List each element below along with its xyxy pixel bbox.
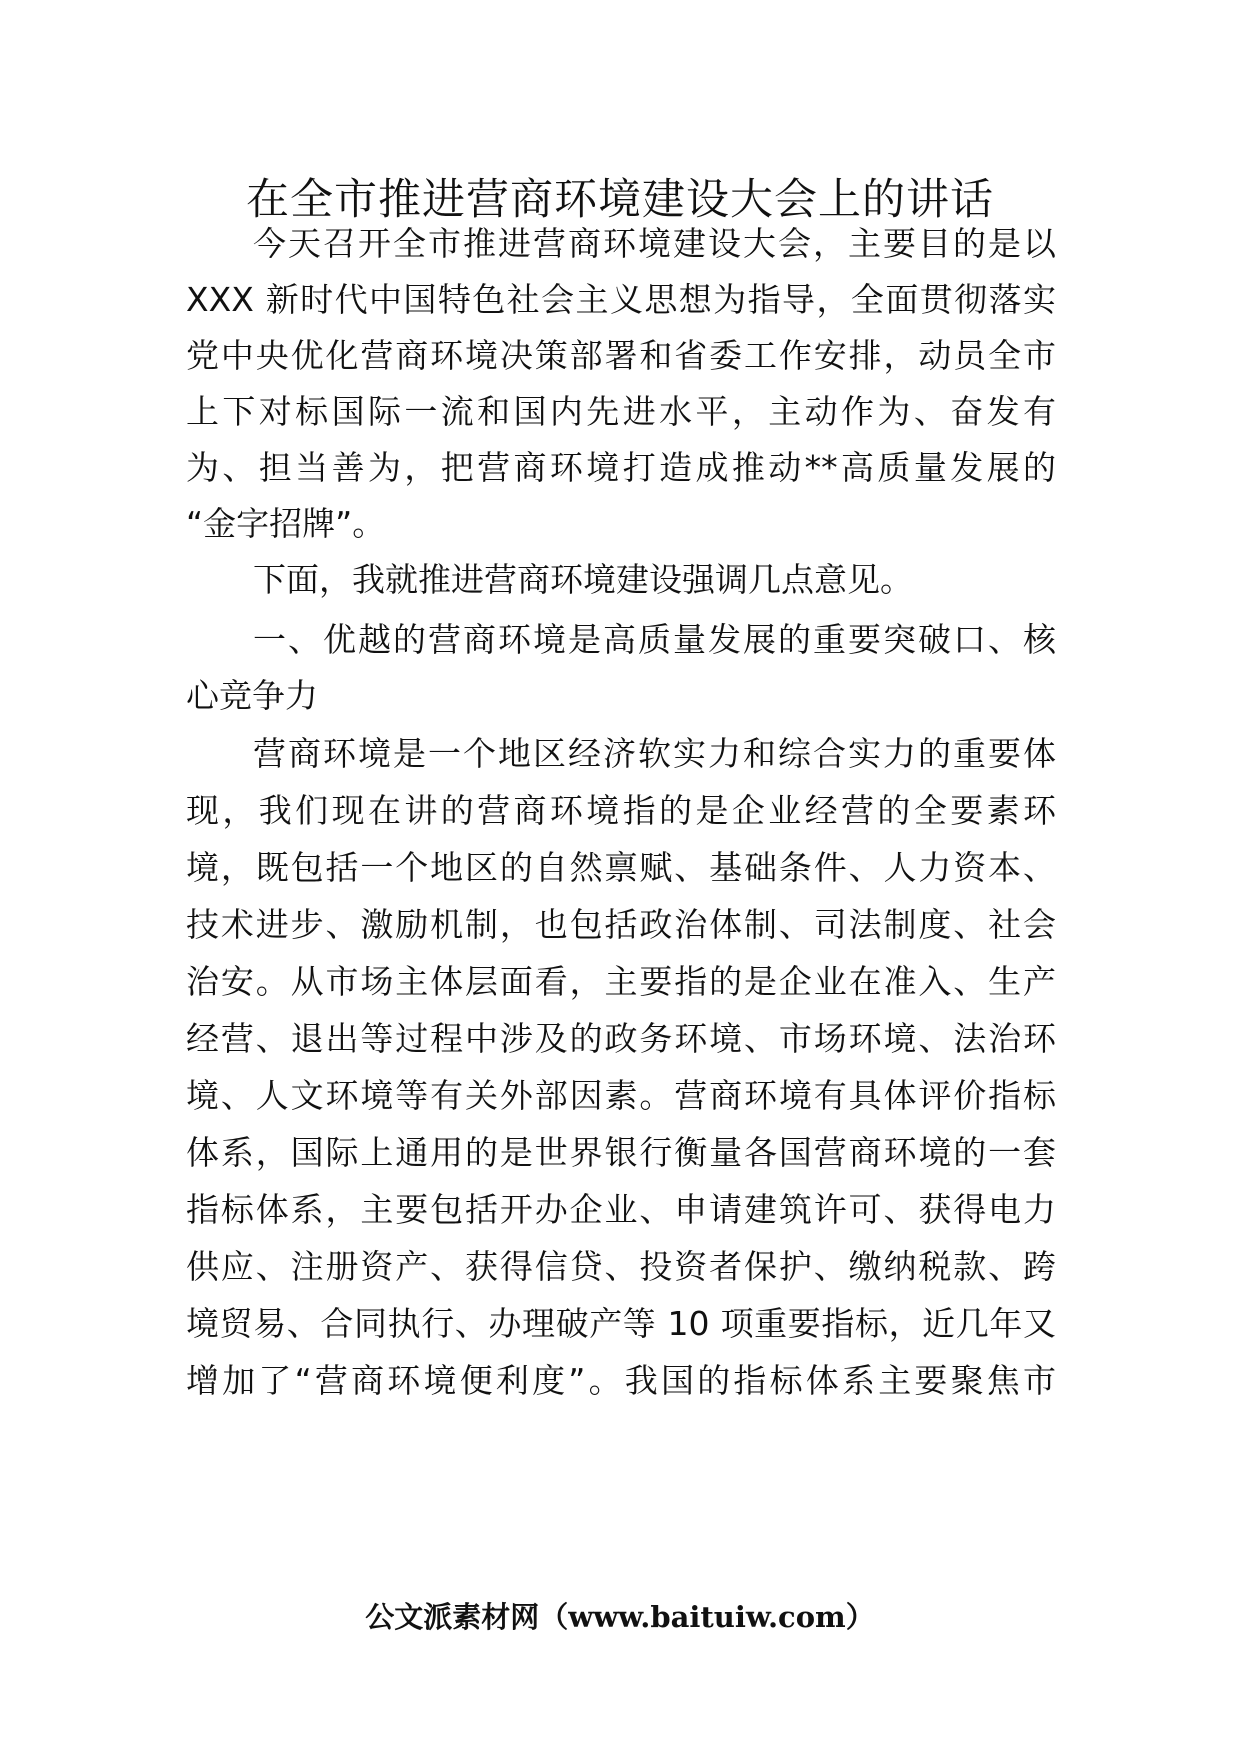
section-heading-line-1: 一、优越的营商环境是高质量发展的重要突破口、核	[253, 620, 1056, 659]
paragraph-3-line-9: 指标体系，主要包括开办企业、申请建筑许可、获得电力	[186, 1190, 1056, 1229]
section-heading-line-2: 心竞争力	[186, 676, 318, 715]
paragraph-1-line-1: 今天召开全市推进营商环境建设大会，主要目的是以	[253, 224, 1056, 263]
footer-watermark: 公文派素材网（www.baituiw.com）	[365, 1600, 875, 1634]
paragraph-1-line-3: 党中央优化营商环境决策部署和省委工作安排，动员全市	[186, 336, 1056, 375]
paragraph-1-line-6: “金字招牌”。	[186, 504, 386, 543]
page-title: 在全市推进营商环境建设大会上的讲话	[246, 175, 994, 225]
paragraph-3-line-8: 体系，国际上通用的是世界银行衡量各国营商环境的一套	[186, 1133, 1056, 1172]
paragraph-1-line-2: XXX 新时代中国特色社会主义思想为指导，全面贯彻落实	[186, 280, 1056, 319]
paragraph-3-line-7: 境、人文环境等有关外部因素。营商环境有具体评价指标	[186, 1076, 1056, 1115]
paragraph-1-line-4: 上下对标国际一流和国内先进水平，主动作为、奋发有	[186, 392, 1056, 431]
paragraph-3-line-1: 营商环境是一个地区经济软实力和综合实力的重要体	[253, 734, 1056, 773]
paragraph-1-line-5: 为、担当善为，把营商环境打造成推动**高质量发展的	[186, 448, 1056, 487]
paragraph-3-line-10: 供应、注册资产、获得信贷、投资者保护、缴纳税款、跨	[186, 1247, 1056, 1286]
paragraph-3-line-5: 治安。从市场主体层面看，主要指的是企业在准入、生产	[186, 962, 1056, 1001]
paragraph-3-line-2: 现，我们现在讲的营商环境指的是企业经营的全要素环	[186, 791, 1056, 830]
paragraph-3-line-3: 境，既包括一个地区的自然禀赋、基础条件、人力资本、	[186, 848, 1056, 887]
paragraph-3-line-12: 增加了“营商环境便利度”。我国的指标体系主要聚焦市	[186, 1361, 1056, 1400]
paragraph-2-line-1: 下面，我就推进营商环境建设强调几点意见。	[253, 560, 913, 599]
paragraph-3-line-6: 经营、退出等过程中涉及的政务环境、市场环境、法治环	[186, 1019, 1056, 1058]
paragraph-3-line-4: 技术进步、激励机制，也包括政治体制、司法制度、社会	[186, 905, 1056, 944]
paragraph-3-line-11: 境贸易、合同执行、办理破产等 10 项重要指标，近几年又	[186, 1304, 1056, 1343]
